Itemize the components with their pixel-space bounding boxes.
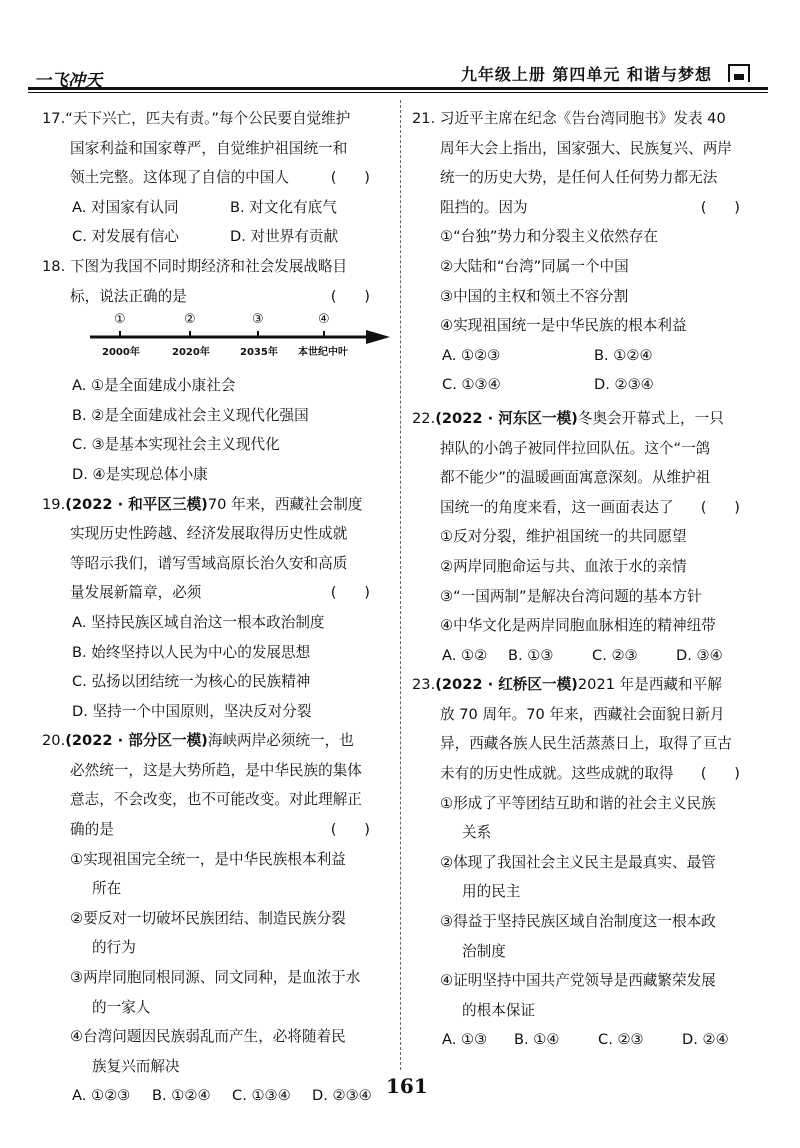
question-23 <box>412 670 752 1055</box>
question-stem-line: 异，西藏各族人民生活蒸蒸日上，取得了亘古 <box>440 735 732 753</box>
statement-3: ③两岸同胞同根同源、同文同种，是血浓于水 <box>70 969 361 987</box>
timeline-mark: ② <box>184 312 196 328</box>
statement-1: ①“台独”势力和分裂主义依然存在 <box>440 228 658 246</box>
question-stem-text: 领土完整。这体现了自信的中国人 <box>70 169 289 187</box>
timeline-mark: ③ <box>252 312 264 328</box>
question-stem-line <box>42 815 382 845</box>
option-row <box>412 1025 752 1055</box>
timeline-year: 2035年 <box>240 347 278 359</box>
answer-paren: ( ) <box>700 498 740 516</box>
option-a: A. 坚持民族区域自治这一根本政治制度 <box>72 613 325 631</box>
question-stem-text: 标，说法正确的是 <box>70 287 187 305</box>
statement-1: ①形成了平等团结互助和谐的社会主义民族 <box>440 794 716 812</box>
option-a: A. ①② <box>442 646 488 664</box>
question-source: (2022 · 河东区一模) <box>435 409 578 427</box>
answer-paren: ( ) <box>330 287 370 305</box>
statement-3-cont: 治制度 <box>462 942 506 960</box>
option-row <box>412 341 752 371</box>
option-a: A. 对国家有认同 <box>72 198 179 216</box>
bookmark-icon <box>728 64 750 82</box>
option-row <box>412 370 752 400</box>
statement-2: ②体现了我国社会主义民主是最真实、最管 <box>440 853 716 871</box>
timeline-year: 2020年 <box>172 347 210 359</box>
question-stem-line: 周年大会上指出，国家强大、民族复兴、两岸 <box>440 139 732 157</box>
page-number: 161 <box>386 1074 428 1098</box>
question-stem-line <box>412 493 752 523</box>
right-column <box>412 104 752 1055</box>
statement-4: ④台湾问题因民族弱乱而产生，必将随着民 <box>70 1028 346 1046</box>
option-row <box>42 193 382 223</box>
statement-4-cont: 的根本保证 <box>462 1001 535 1019</box>
header-rule-thin <box>28 92 768 93</box>
timeline-year: 2000年 <box>102 347 140 359</box>
option-b: B. ①②④ <box>594 346 653 364</box>
question-stem-text: 海峡两岸必须统一，也 <box>207 732 354 750</box>
question-stem-line: 实现历史性跨越、经济发展取得历史性成就 <box>70 525 348 543</box>
question-stem-line: 18. 下图为我国不同时期经济和社会发展战略目 <box>42 257 348 275</box>
statement-1: ①反对分裂，维护祖国统一的共同愿望 <box>440 528 687 546</box>
option-b: B. 始终坚持以人民为中心的发展思想 <box>72 643 311 661</box>
question-stem-line: 意志，不会改变，也不可能改变。对此理解正 <box>70 791 362 809</box>
question-stem-line <box>412 404 752 434</box>
question-number: 22. <box>412 409 436 427</box>
question-stem-line: 统一的历史大势，是任何人任何势力都无法 <box>440 169 718 187</box>
question-stem-text: 阻挡的。因为 <box>440 198 528 216</box>
question-stem-line: 17.“天下兴亡，匹夫有责。”每个公民要自觉维护 <box>42 110 351 127</box>
option-a: A. ①是全面建成小康社会 <box>72 377 236 395</box>
brand-logo-text: 一飞冲天 <box>34 71 102 91</box>
option-d: D. ③④ <box>676 646 723 664</box>
statement-3: ③得益于坚持民族区域自治制度这一根本政 <box>440 913 716 931</box>
option-b: B. ①③ <box>508 646 554 664</box>
statement-3: ③“一国两制”是解决台湾问题的基本方针 <box>440 587 702 605</box>
question-number: 20. <box>42 732 66 750</box>
option-a: A. ①②③ <box>72 1087 131 1105</box>
question-stem-line: 必然统一，这是大势所趋，是中华民族的集体 <box>70 761 362 779</box>
question-source: (2022 · 红桥区一模) <box>435 676 578 694</box>
answer-paren: ( ) <box>330 169 370 187</box>
strategy-timeline <box>72 311 392 371</box>
option-b: B. 对文化有底气 <box>230 198 337 216</box>
option-row <box>42 222 382 252</box>
question-stem-line: 都不能少”的温暖画面寓意深刻。从维护祖 <box>440 469 711 487</box>
question-source: (2022 · 和平区三模) <box>65 495 208 513</box>
option-a: A. ①③ <box>442 1031 488 1049</box>
option-a: A. ①②③ <box>442 346 501 364</box>
answer-paren: ( ) <box>330 821 370 839</box>
question-stem-line <box>412 759 752 789</box>
question-stem-line <box>42 282 382 312</box>
question-source: (2022 · 部分区一模) <box>65 732 208 750</box>
option-c: C. ②③ <box>598 1031 644 1049</box>
page-header <box>28 60 768 91</box>
question-stem-line: 21. 习近平主席在纪念《告台湾同胞书》发表 40 <box>412 110 726 127</box>
statement-3-cont: 的一家人 <box>92 998 151 1016</box>
question-stem-line <box>42 726 382 756</box>
option-row <box>412 641 752 671</box>
option-d: D. ②③④ <box>312 1087 372 1105</box>
option-d: D. ②④ <box>682 1031 729 1049</box>
option-d: D. 对世界有贡献 <box>230 228 339 246</box>
question-18 <box>42 252 382 490</box>
option-c: C. ③是基本实现社会主义现代化 <box>72 436 280 454</box>
option-c: C. ①③④ <box>232 1087 291 1105</box>
option-c: C. ②③ <box>592 646 638 664</box>
question-stem-line <box>42 578 382 608</box>
statement-2-cont: 的行为 <box>92 939 136 957</box>
answer-paren: ( ) <box>700 765 740 783</box>
option-b: B. ②是全面建成社会主义现代化强国 <box>72 406 309 424</box>
statement-2: ②要反对一切破坏民族团结、制造民族分裂 <box>70 909 346 927</box>
unit-title: 九年级上册 第四单元 和谐与梦想 <box>460 65 712 84</box>
timeline-mark: ④ <box>318 312 330 328</box>
question-stem-text: 国统一的角度来看，这一画面表达了 <box>440 498 674 516</box>
answer-paren: ( ) <box>700 198 740 216</box>
question-number: 19. <box>42 495 66 513</box>
timeline-mark: ① <box>114 312 126 328</box>
option-b: B. ①④ <box>514 1031 560 1049</box>
option-row <box>42 1081 382 1111</box>
statement-4: ④中华文化是两岸同胞血脉相连的精神纽带 <box>440 617 716 635</box>
question-stem-text: 冬奥会开幕式上，一只 <box>577 409 724 427</box>
statement-1-cont: 关系 <box>462 824 492 842</box>
question-stem-text: 2021 年是西藏和平解 <box>577 676 722 694</box>
question-22 <box>412 404 752 670</box>
question-stem-line <box>42 490 382 520</box>
question-stem-line <box>412 670 752 700</box>
timeline-year: 本世纪中叶 <box>298 347 348 359</box>
left-column <box>42 104 382 1111</box>
statement-2: ②大陆和“台湾”同属一个中国 <box>440 257 629 275</box>
option-d: D. ④是实现总体小康 <box>72 465 208 483</box>
question-20 <box>42 726 382 1111</box>
column-divider <box>400 100 401 1070</box>
question-stem-line: 国家利益和国家尊严，自觉维护祖国统一和 <box>70 139 348 157</box>
option-b: B. ①②④ <box>152 1087 211 1105</box>
question-stem-line <box>412 193 752 223</box>
question-stem-line <box>42 163 382 193</box>
statement-1-cont: 所在 <box>92 880 122 898</box>
question-19 <box>42 490 382 727</box>
option-d: D. 坚持一个中国原则，坚决反对分裂 <box>72 702 312 720</box>
question-stem-line: 等昭示我们，谱写雪域高原长治久安和高质 <box>70 554 348 572</box>
answer-paren: ( ) <box>330 584 370 602</box>
question-stem-line: 掉队的小鸽子被同伴拉回队伍。这个“一鸽 <box>440 439 711 457</box>
option-c: C. ①③④ <box>442 376 501 394</box>
statement-4: ④证明坚持中国共产党领导是西藏繁荣发展 <box>440 972 716 990</box>
option-c: C. 弘扬以团结统一为核心的民族精神 <box>72 673 311 691</box>
statement-3: ③中国的主权和领土不容分割 <box>440 287 629 305</box>
question-stem-text: 未有的历史性成就。这些成就的取得 <box>440 765 674 783</box>
question-stem-text: 确的是 <box>70 821 114 839</box>
statement-2: ②两岸同胞命运与共、血浓于水的亲情 <box>440 557 687 575</box>
statement-4: ④实现祖国统一是中华民族的根本利益 <box>440 317 687 335</box>
header-rule <box>28 87 768 90</box>
question-stem-text: 量发展新篇章，必须 <box>70 584 202 602</box>
question-17 <box>42 104 382 252</box>
option-c: C. 对发展有信心 <box>72 228 180 246</box>
option-d: D. ②③④ <box>594 376 654 394</box>
statement-4-cont: 族复兴而解决 <box>92 1057 180 1075</box>
statement-1: ①实现祖国完全统一，是中华民族根本利益 <box>70 850 346 868</box>
statement-2-cont: 用的民主 <box>462 883 521 901</box>
question-number: 23. <box>412 676 436 694</box>
question-21 <box>412 104 752 400</box>
question-stem-text: 70 年来，西藏社会制度 <box>207 495 363 513</box>
question-stem-line: 放 70 周年。70 年来，西藏社会面貌日新月 <box>440 705 725 723</box>
